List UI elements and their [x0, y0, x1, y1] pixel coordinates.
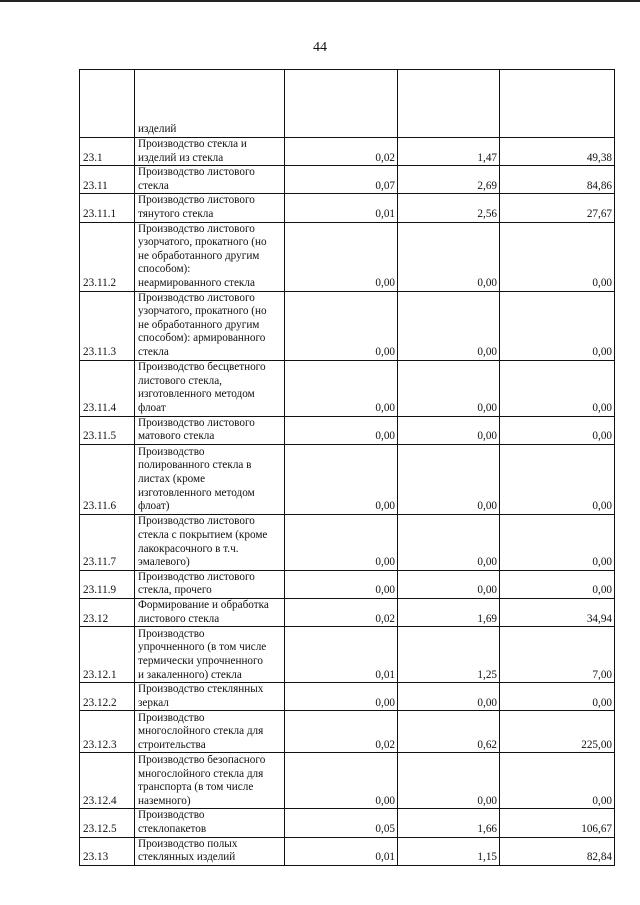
row-value-1: 0,00: [285, 291, 398, 360]
row-value-3: 0,00: [500, 360, 615, 416]
row-code: 23.11.1: [80, 194, 135, 222]
row-value-2: 1,47: [398, 138, 500, 166]
row-code: 23.1: [80, 138, 135, 166]
row-value-2: 1,25: [398, 627, 500, 683]
row-value-2: 0,00: [398, 222, 500, 291]
row-value-2: 2,69: [398, 166, 500, 194]
row-code: 23.12.1: [80, 627, 135, 683]
row-value-3: 49,38: [500, 138, 615, 166]
row-code: 23.11.9: [80, 570, 135, 598]
row-value-2: 0,00: [398, 444, 500, 514]
row-name: Производство листового матового стекла: [135, 416, 285, 444]
row-value-2: 1,69: [398, 598, 500, 626]
row-value-1: 0,05: [285, 809, 398, 837]
row-value-2: 0,00: [398, 683, 500, 711]
table-row: [80, 570, 615, 598]
table-row: [80, 598, 615, 626]
row-value-3: 0,00: [500, 683, 615, 711]
row-code: 23.11.5: [80, 416, 135, 444]
row-value-1: 0,00: [285, 360, 398, 416]
row-code: 23.12.2: [80, 683, 135, 711]
table-row: [80, 360, 615, 416]
row-value-1: [285, 70, 398, 138]
row-code: 23.12.3: [80, 711, 135, 753]
row-name: Производство листового стекла, прочего: [135, 570, 285, 598]
table-row: [80, 222, 615, 291]
row-value-3: 0,00: [500, 570, 615, 598]
row-name: Производство стекла и изделий из стекла: [135, 138, 285, 166]
table-row: [80, 138, 615, 166]
table-row: [80, 291, 615, 360]
row-value-3: 7,00: [500, 627, 615, 683]
table-row: [80, 753, 615, 809]
table-row: [80, 166, 615, 194]
row-value-3: 106,67: [500, 809, 615, 837]
table-row: [80, 70, 615, 138]
table-row: [80, 711, 615, 753]
row-value-2: 1,15: [398, 837, 500, 865]
row-value-1: 0,00: [285, 416, 398, 444]
row-value-1: 0,00: [285, 222, 398, 291]
row-code: 23.12: [80, 598, 135, 626]
row-value-3: 0,00: [500, 416, 615, 444]
row-value-2: 2,56: [398, 194, 500, 222]
row-value-3: 0,00: [500, 291, 615, 360]
row-name: Производство многослойного стекла для строительства: [135, 711, 285, 753]
row-code: 23.13: [80, 837, 135, 865]
table-row: [80, 444, 615, 514]
row-value-3: 0,00: [500, 444, 615, 514]
row-name: Производство листового тянутого стекла: [135, 194, 285, 222]
row-code: 23.11: [80, 166, 135, 194]
row-value-2: 1,66: [398, 809, 500, 837]
row-value-1: 0,00: [285, 683, 398, 711]
row-name: Производство упрочненного (в том числе термически упрочненного и закаленного) стекла: [135, 627, 285, 683]
row-value-3: 225,00: [500, 711, 615, 753]
row-value-2: 0,00: [398, 291, 500, 360]
table-row: [80, 683, 615, 711]
row-name: Производство бесцветного листового стекла, изготовленного методом флоат: [135, 360, 285, 416]
top-border-line: [0, 0, 640, 2]
row-value-1: 0,07: [285, 166, 398, 194]
row-value-2: [398, 70, 500, 138]
row-value-1: 0,00: [285, 570, 398, 598]
row-name: Производство полированного стекла в листах (кроме изготовленного методом флоат): [135, 444, 285, 514]
statistics-table: [79, 69, 615, 866]
row-code: 23.12.4: [80, 753, 135, 809]
row-name: Производство полых стеклянных изделий: [135, 837, 285, 865]
row-value-2: 0,00: [398, 514, 500, 570]
table-row: [80, 194, 615, 222]
row-value-1: 0,02: [285, 711, 398, 753]
table-row: [80, 837, 615, 865]
row-value-3: 0,00: [500, 753, 615, 809]
row-value-3: [500, 70, 615, 138]
row-value-1: 0,00: [285, 514, 398, 570]
row-code: 23.11.6: [80, 444, 135, 514]
table-body: [80, 70, 615, 866]
row-value-3: 27,67: [500, 194, 615, 222]
row-name: Производство стеклопакетов: [135, 809, 285, 837]
row-value-3: 0,00: [500, 222, 615, 291]
row-code: [80, 70, 135, 138]
row-value-1: 0,01: [285, 627, 398, 683]
table-row: [80, 809, 615, 837]
row-value-1: 0,01: [285, 194, 398, 222]
row-value-1: 0,02: [285, 598, 398, 626]
row-code: 23.12.5: [80, 809, 135, 837]
row-value-1: 0,01: [285, 837, 398, 865]
row-code: 23.11.3: [80, 291, 135, 360]
row-code: 23.11.2: [80, 222, 135, 291]
row-name: Производство листового узорчатого, прокатного (но не обработанного другим способом): армированного стекла: [135, 291, 285, 360]
row-name: Производство листового стекла: [135, 166, 285, 194]
row-value-3: 0,00: [500, 514, 615, 570]
row-value-1: 0,00: [285, 753, 398, 809]
row-name: изделий: [135, 70, 285, 138]
row-value-2: 0,00: [398, 753, 500, 809]
page-number: 44: [313, 40, 327, 55]
row-value-2: 0,00: [398, 416, 500, 444]
row-name: Производство безопасного многослойного стекла для транспорта (в том числе наземного): [135, 753, 285, 809]
row-name: Производство листового стекла с покрытием (кроме лакокрасочного в т.ч. эмалевого): [135, 514, 285, 570]
row-value-2: 0,00: [398, 360, 500, 416]
row-value-2: 0,62: [398, 711, 500, 753]
row-value-2: 0,00: [398, 570, 500, 598]
row-code: 23.11.7: [80, 514, 135, 570]
row-value-3: 34,94: [500, 598, 615, 626]
row-value-1: 0,00: [285, 444, 398, 514]
row-name: Производство листового узорчатого, прокатного (но не обработанного другим способом): неармированного стекла: [135, 222, 285, 291]
table-row: [80, 627, 615, 683]
table-row: [80, 416, 615, 444]
row-value-1: 0,02: [285, 138, 398, 166]
row-value-3: 82,84: [500, 837, 615, 865]
table-row: [80, 514, 615, 570]
row-code: 23.11.4: [80, 360, 135, 416]
row-name: Производство стеклянных зеркал: [135, 683, 285, 711]
row-value-3: 84,86: [500, 166, 615, 194]
row-name: Формирование и обработка листового стекла: [135, 598, 285, 626]
